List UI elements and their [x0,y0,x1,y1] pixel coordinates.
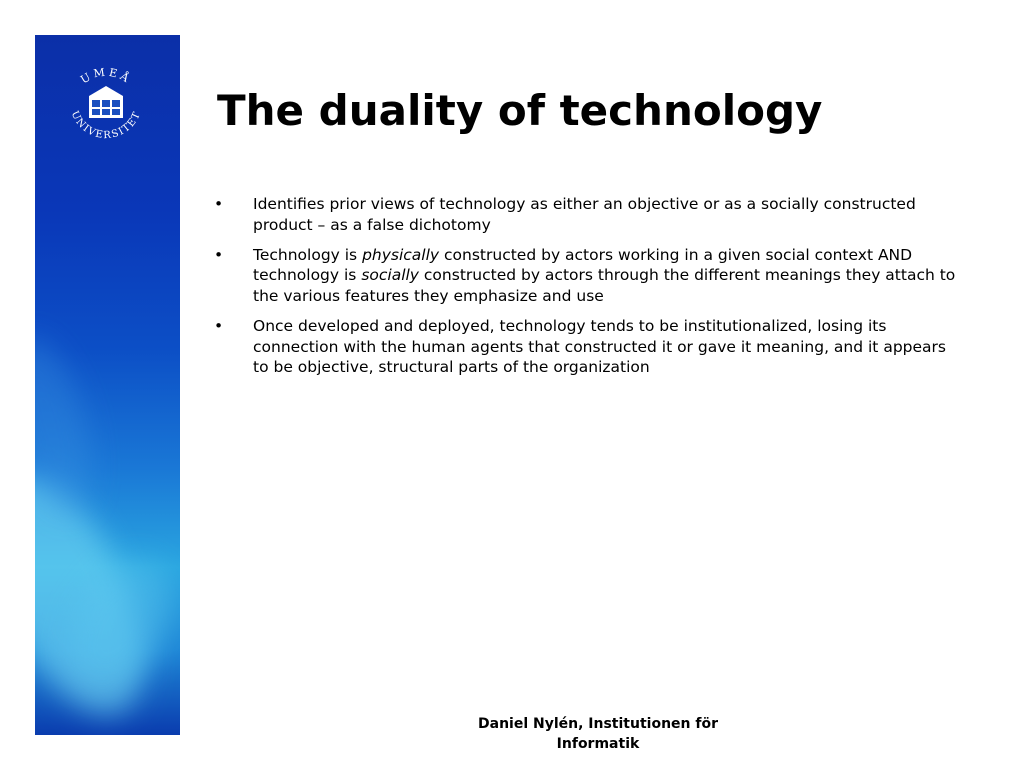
bullet-item [212,194,957,235]
bullet-list [212,194,957,387]
slide-title: The duality of technology [217,86,823,135]
university-logo [62,62,150,150]
emphasis-text: physically [362,245,440,264]
seal-building [89,86,123,118]
bullet-text: Technology is [253,245,363,264]
university-seal-icon [62,62,150,150]
emphasis-text: socially [361,266,419,285]
bullet-item [212,316,957,378]
bullet-text: Identifies prior views of technology as either an objective or as a socially constructed product – as a false dichotomy [253,195,916,234]
bullet-item [212,245,957,307]
logo-text-bottom: UNIVERSITET [68,109,144,142]
band-glow [35,329,107,521]
bullet-text: constructed by actors working in a given social context AND technology is [253,245,913,285]
footer-author: Daniel Nylén, Institutionen för [478,716,718,732]
bullet-dot: • [214,316,224,335]
bullet-text: Once developed and deployed, technology tends to be institutionalized, losing its connection with the human agents that constructed it or gave it meaning, and it appears to be objective, structural parts of the organization [253,316,946,377]
bullet-text: constructed by actors through the different meanings they attach to the various features they emphasize and use [253,266,956,305]
bullet-dot: • [214,245,224,264]
svg-text:UMEÅ [78,65,134,86]
footer-department: Informatik [556,736,640,752]
footer [448,714,748,754]
logo-text-top: UMEÅ [78,65,134,87]
bullet-dot: • [214,195,224,213]
